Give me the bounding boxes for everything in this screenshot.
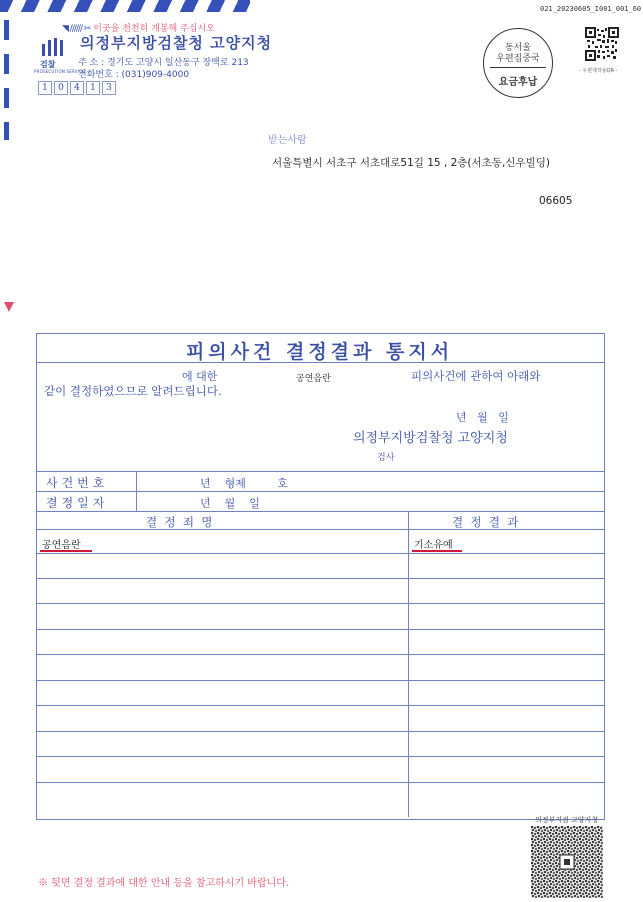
- case-number-label: 사건번호: [46, 476, 109, 490]
- reverse-side-note: ※ 뒷면 결정 결과에 대한 안내 등을 참고하시기 바랍니다.: [38, 878, 290, 889]
- recipient-zip: 06605: [539, 195, 573, 207]
- stamp-line1: 동서울: [504, 43, 532, 53]
- sender-zip-boxes: [38, 81, 118, 95]
- row-divider: [36, 491, 604, 492]
- envelope-stripe-border: [0, 0, 250, 12]
- intro-line2: 같이 결정하였으므로 알려드립니다.: [44, 384, 222, 398]
- sender-phone: 전화번호 : (031)909-4000: [78, 70, 190, 80]
- qr-bottom-label: 의정부지검 고양지청: [535, 816, 599, 824]
- sender-title: 의정부지방검찰청 고양지청: [80, 34, 273, 52]
- logo-word: 검찰: [40, 60, 56, 69]
- recipient-address: 서울특별시 서초구 서초대로51길 15 , 2층(서초동,신우빌딩): [272, 157, 550, 169]
- zip-digit: 3: [102, 81, 116, 95]
- case-number-value: 년 형제 호: [200, 477, 288, 490]
- label-column-divider: [136, 471, 137, 511]
- zip-digit: 1: [86, 81, 100, 95]
- issue-date: 년 월 일: [456, 411, 509, 424]
- table-row-line: [36, 603, 604, 604]
- intro-prefix: 에 대한: [182, 370, 218, 383]
- result-column-divider: [408, 511, 409, 817]
- table-row-line: [36, 756, 604, 757]
- table-row-line: [36, 680, 604, 681]
- zip-digit: 1: [38, 81, 52, 95]
- title-divider: [36, 362, 604, 363]
- sender-address: 주 소 : 경기도 고양시 일산동구 장백로 213: [78, 58, 249, 68]
- decision-date-value: 년 월 일: [200, 497, 260, 510]
- header-divider: [36, 529, 604, 530]
- qr-top-label: - 우편제작용QR -: [579, 68, 618, 74]
- form-title: 피의사건 결정결과 통지서: [185, 341, 454, 363]
- crime-underline-mark: [40, 550, 92, 552]
- table-row-line: [36, 654, 604, 655]
- decision-date-label: 결정일자: [46, 496, 109, 510]
- zip-digit: 4: [70, 81, 84, 95]
- prosecutor-label: 검사: [377, 453, 395, 463]
- table-row-line: [36, 782, 604, 783]
- intro-crime-name: 공연음란: [296, 374, 331, 384]
- stamp-line3: 요금후납: [498, 77, 538, 88]
- document-id: 021_20230605_I001_001_60: [540, 5, 642, 13]
- qr-code-icon: [585, 27, 619, 61]
- stamp-line2: 우편집중국: [496, 54, 540, 64]
- open-notice: ◥ ////// ✂ 이곳을 천천히 개봉해 주십시오: [62, 24, 215, 34]
- col-result-header: 결 정 결 과: [452, 515, 519, 529]
- envelope-side-stripe: [4, 20, 9, 140]
- table-row-line: [36, 731, 604, 732]
- recipient-label: 받는사람: [268, 135, 307, 146]
- col-crime-header: 결 정 죄 명: [146, 515, 213, 529]
- table-row-line: [36, 629, 604, 630]
- notice-form-frame: [36, 333, 605, 820]
- table-row-line: [36, 578, 604, 579]
- row-divider: [36, 471, 604, 472]
- decision-result-cell: 기소유예: [414, 540, 453, 551]
- fold-mark-icon: [4, 302, 14, 312]
- table-row-line: [36, 553, 604, 554]
- postage-stamp: [483, 28, 553, 98]
- result-underline-mark: [412, 550, 462, 552]
- intro-suffix: 피의사건에 관하여 아래와: [411, 369, 541, 383]
- issuer-name: 의정부지방검찰청 고양지청: [353, 431, 508, 446]
- qr-code-icon: [531, 826, 603, 898]
- table-row-line: [36, 705, 604, 706]
- prosecution-logo-icon: [42, 38, 68, 56]
- row-divider: [36, 511, 604, 512]
- decided-crime-cell: 공연음란: [42, 540, 81, 551]
- logo-subtitle: PROSECUTION SERVICE: [34, 69, 85, 74]
- zip-digit: 0: [54, 81, 68, 95]
